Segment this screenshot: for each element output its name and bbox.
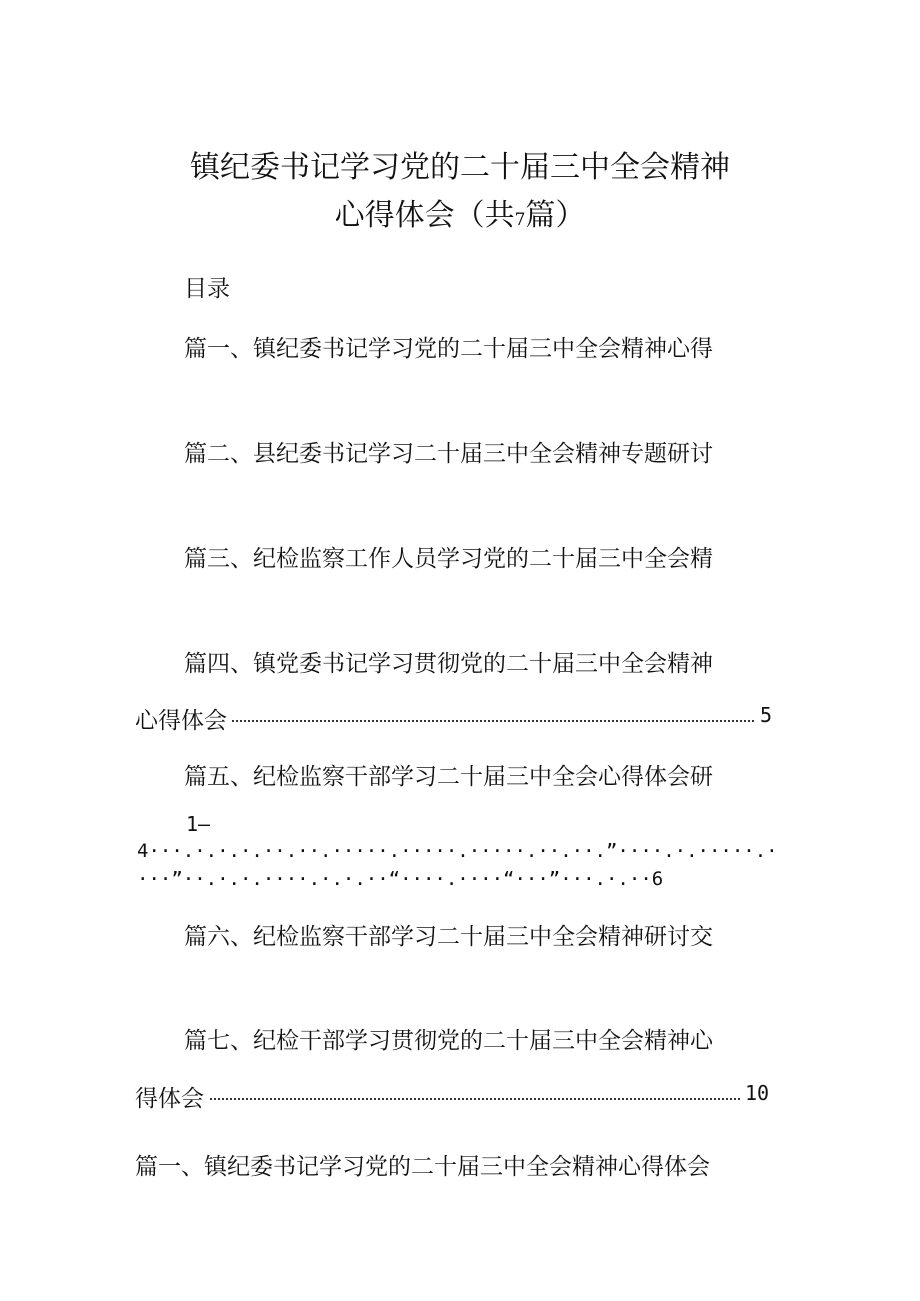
document-title-line1: 镇纪委书记学习党的二十届三中全会精神 xyxy=(190,150,730,185)
toc-entry-7-continuation[interactable]: 得体会 xyxy=(135,1086,204,1112)
toc-entry-4[interactable]: 篇四、镇党委书记学习贯彻党的二十届三中全会精神 xyxy=(184,651,713,677)
toc-leader-7 xyxy=(210,1096,740,1100)
toc-entry-5-continuation: 1— xyxy=(186,812,211,836)
toc-garbled-line-2: ···”··.·.·.····.·.·.··“····.····“···”···.·.··6 xyxy=(137,868,664,890)
toc-entry-7[interactable]: 篇七、纪检干部学习贯彻党的二十届三中全会精神心 xyxy=(184,1028,713,1054)
toc-entry-3[interactable]: 篇三、纪检监察工作人员学习党的二十届三中全会精 xyxy=(184,546,713,572)
toc-leader-4 xyxy=(232,718,754,722)
toc-entry-6[interactable]: 篇六、纪检监察干部学习二十届三中全会精神研讨交 xyxy=(184,924,713,950)
toc-entry-5[interactable]: 篇五、纪检监察干部学习二十届三中全会心得体会研 xyxy=(184,764,713,790)
toc-entry-1[interactable]: 篇一、镇纪委书记学习党的二十届三中全会精神心得 xyxy=(184,336,713,362)
toc-page-7: 10 xyxy=(745,1081,770,1105)
title-line2-suffix: 篇） xyxy=(525,198,586,233)
section-heading: 篇一、镇纪委书记学习党的二十届三中全会精神心得体会 xyxy=(135,1154,710,1180)
title-line2-prefix: 心得体会（共 xyxy=(334,198,515,233)
toc-page-4: 5 xyxy=(760,703,773,727)
title-count: 7 xyxy=(514,210,526,230)
document-title-line2 xyxy=(0,190,920,234)
toc-heading: 目录 xyxy=(184,276,230,302)
toc-entry-2[interactable]: 篇二、县纪委书记学习二十届三中全会精神专题研讨 xyxy=(184,441,713,467)
toc-garbled-line-1: 4···.·.·.·.··.··.·····.·····.·····.··.··.”····.·.·····.· xyxy=(137,840,778,862)
toc-entry-4-continuation[interactable]: 心得体会 xyxy=(135,708,227,734)
